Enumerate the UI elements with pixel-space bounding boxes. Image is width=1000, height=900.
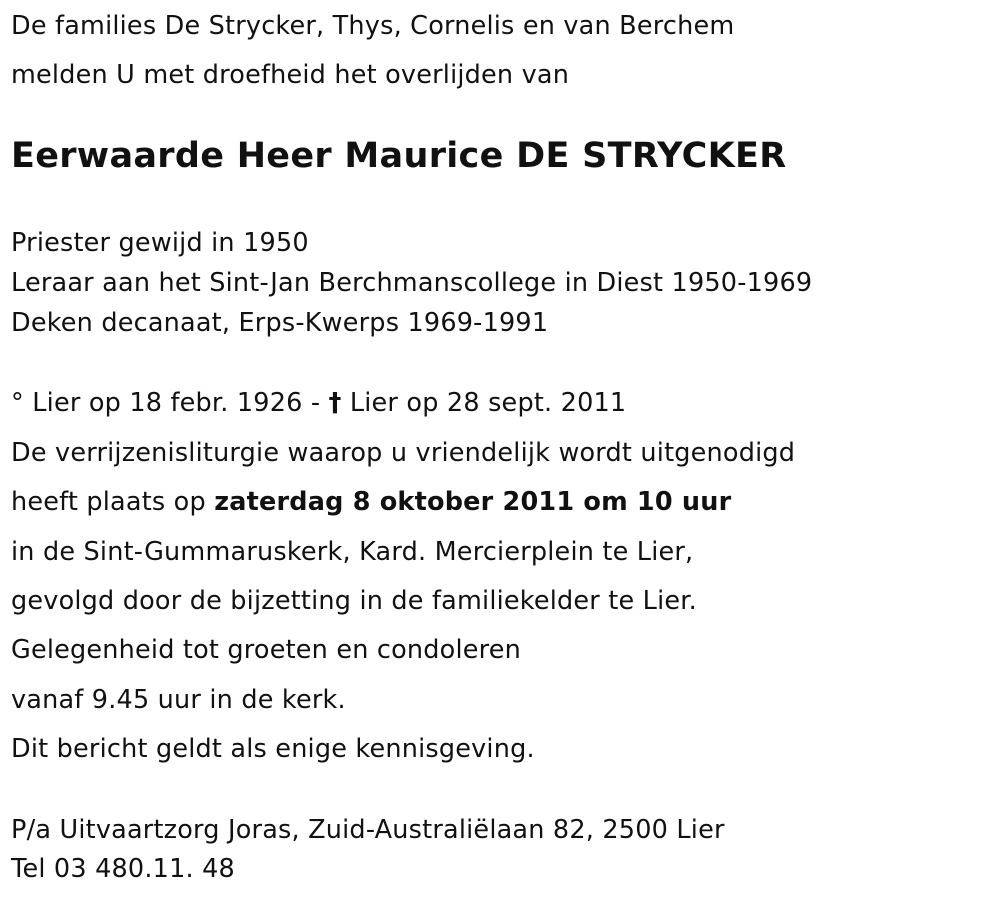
service-line-time: vanaf 9.45 uur in de kerk. [11,685,346,715]
service-line-condolences: Gelegenheid tot groeten en condoleren [11,635,522,665]
career-line-ordination: Priester gewijd in 1950 [11,228,309,258]
service-date-prefix: heeft plaats op [11,487,215,517]
contact-phone: Tel 03 480.11. 48 [11,854,235,884]
death-text: Lier op 28 sept. 2011 [341,388,627,418]
service-date-bold: zaterdag 8 oktober 2011 om 10 uur [214,487,732,517]
service-line-liturgy: De verrijzenisliturgie waarop u vriendelijk wordt uitgenodigd [11,438,796,468]
service-line-notice: Dit bericht geldt als enige kennisgeving. [11,734,535,764]
career-line-dean: Deken decanaat, Erps-Kwerps 1969-1991 [11,308,549,338]
intro-line-families: De families De Strycker, Thys, Cornelis en van Berchem [11,11,735,41]
deceased-name: Eerwaarde Heer Maurice DE STRYCKER [11,136,787,176]
intro-line-announcement: melden U met droefheid het overlijden van [11,60,570,90]
life-dates [11,387,626,419]
career-line-teacher: Leraar aan het Sint-Jan Berchmanscollege in Diest 1950-1969 [11,268,813,298]
service-line-church: in de Sint-Gummaruskerk, Kard. Mercierplein te Lier, [11,537,694,567]
birth-text: ° Lier op 18 febr. 1926 - [11,388,329,418]
contact-address: P/a Uitvaartzorg Joras, Zuid-Australiëlaan 82, 2500 Lier [11,815,725,845]
service-line-burial: gevolgd door de bijzetting in de familiekelder te Lier. [11,586,697,616]
cross-icon: † [328,388,342,418]
service-line-date [11,486,731,518]
